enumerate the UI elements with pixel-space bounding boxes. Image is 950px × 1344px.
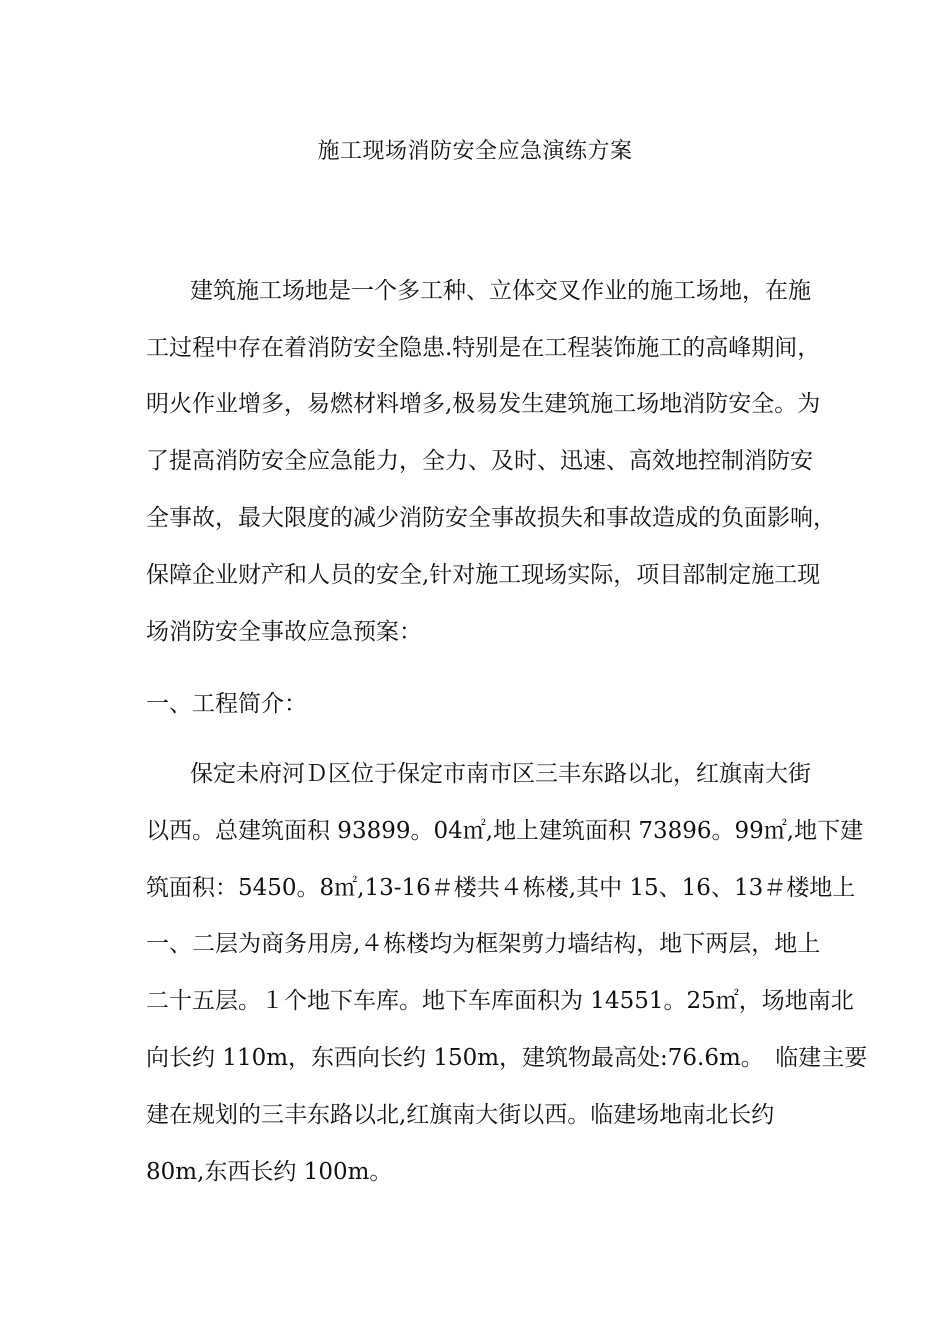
section-1-line-8: 80m,东西长约 100m。 bbox=[146, 1159, 393, 1185]
intro-line-1: 建筑施工场地是一个多工种、立体交叉作业的施工场地，在施 bbox=[190, 278, 811, 304]
intro-line-3: 明火作业增多，易燃材料增多,极易发生建筑施工场地消防安全。为 bbox=[146, 391, 821, 417]
intro-line-4: 了提高消防安全应急能力，全力、及时、迅速、高效地控制消防安 bbox=[146, 448, 813, 474]
section-1-heading: 一、工程简介： bbox=[146, 691, 307, 717]
section-1-line-4: 一、二层为商务用房,４栋楼均为框架剪力墙结构，地下两层，地上 bbox=[146, 931, 821, 957]
intro-line-7: 场消防安全事故应急预案： bbox=[146, 619, 422, 645]
section-1-line-7: 建在规划的三丰东路以北,红旗南大街以西。临建场地南北长约 bbox=[146, 1102, 775, 1128]
document-title: 施工现场消防安全应急演练方案 bbox=[317, 139, 633, 164]
section-1-line-3: 筑面积：5450。8㎡,13-16＃楼共４栋楼,其中 15、16、13＃楼地上 bbox=[146, 875, 856, 901]
section-1-line-6: 向长约 110m，东西向长约 150m，建筑物最高处:76.6m。 临建主要 bbox=[146, 1045, 868, 1071]
section-1-line-5: 二十五层。１个地下车库。地下车库面积为 14551。25㎡，场地南北 bbox=[146, 988, 854, 1014]
intro-line-5: 全事故，最大限度的减少消防安全事故损失和事故造成的负面影响， bbox=[146, 505, 836, 531]
section-1-line-2: 以西。总建筑面积 93899。04㎡,地上建筑面积 73896。99㎡,地下建 bbox=[146, 818, 864, 844]
intro-line-6: 保障企业财产和人员的安全,针对施工现场实际，项目部制定施工现 bbox=[146, 562, 821, 588]
intro-line-2: 工过程中存在着消防安全隐患.特别是在工程装饰施工的高峰期间， bbox=[146, 335, 821, 361]
section-1-line-1: 保定未府河Ｄ区位于保定市南市区三丰东路以北，红旗南大街 bbox=[190, 761, 811, 787]
